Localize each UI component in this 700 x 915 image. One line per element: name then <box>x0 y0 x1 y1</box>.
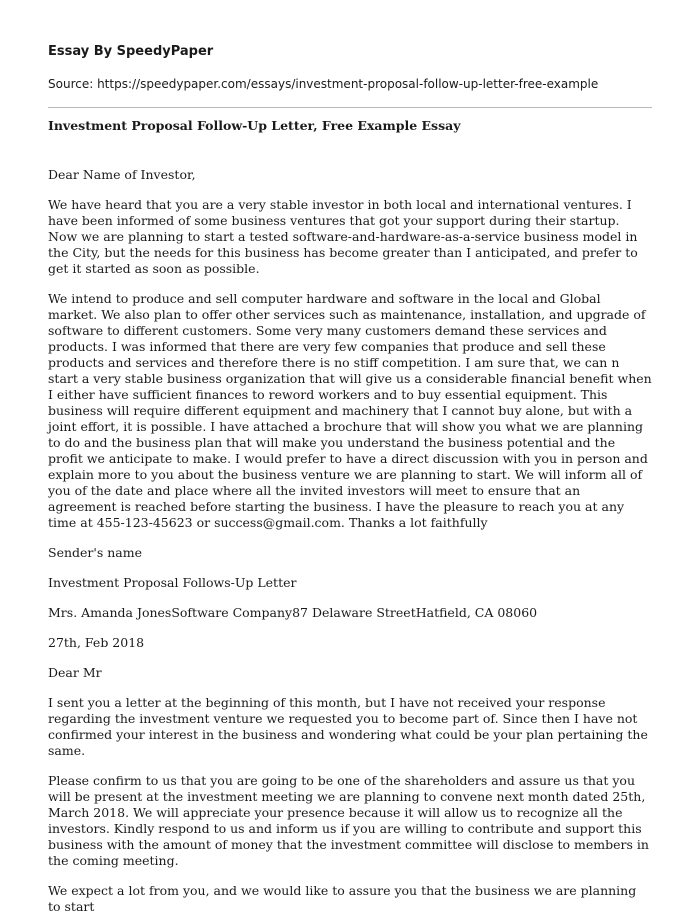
paragraph-follow-up: I sent you a letter at the beginning of this month, but I have not received your response regarding the investment venture we requested you to become part of. Since then I have not confirmed your interest in the business and wondering what could be your plan pertaining the same. <box>48 695 648 758</box>
paragraph-confirm: Please confirm to us that you are going to be one of the shareholders and assure us that you will be present at the investment meeting we are planning to convene next month dated 25th, March 2018. We will appreciate your presence because it will allow us to recognize all the investors. Kindly respond to us and inform us if you are willing to contribute and support this business with the amount of money that the investment committee will disclose to members in the coming meeting. <box>48 773 649 868</box>
essay-title: Investment Proposal Follow-Up Letter, Free Example Essay <box>48 118 461 133</box>
paragraph-expectation: We expect a lot from you, and we would like to assure you that the business we are planning to start <box>48 883 637 914</box>
letter-salutation: Dear Mr <box>48 665 102 680</box>
letter-heading: Investment Proposal Follows-Up Letter <box>48 575 297 590</box>
recipient-address: Mrs. Amanda JonesSoftware Company87 Delaware StreetHatfield, CA 08060 <box>48 605 538 620</box>
essay-by-label: Essay By SpeedyPaper <box>48 44 214 59</box>
sender-name: Sender's name <box>48 545 142 560</box>
paragraph-business-plan: We intend to produce and sell computer hardware and software in the local and Global market. We also plan to offer other services such as maintenance, installation, and upgrade of software to different customers. Some very many customers demand these services and products. I was informed that there are very few companies that produce and sell these products and services and therefore there is no stiff competition. I am sure that, we can n start a very stable business organization that will give us a considerable financial benefit when I either have sufficient finances to reword workers and to buy essential equipment. This business will require different equipment and machinery that I cannot buy alone, but with a joint effort, it is possible. I have attached a brochure that will show you what we are planning to do and the business plan that will make you understand the business potential and the profit we anticipate to make. I would prefer to have a direct discussion with you in person and explain more to you about the business venture we are planning to start. We will inform all of you of the date and place where all the invited investors will meet to ensure that an agreement is reached before starting the business. I have the pleasure to reach you at any time at 455-123-45623 or success@gmail.com. Thanks a lot faithfully <box>48 291 652 530</box>
letter-date: 27th, Feb 2018 <box>48 635 145 650</box>
salutation: Dear Name of Investor, <box>48 167 196 182</box>
paragraph-intro: We have heard that you are a very stable investor in both local and international ventures. I have been informed of some business ventures that got your support during their startup. Now we are planning to start a tested software-and-hardware-as-a-service business model in the City, but the needs for this business has become greater than I anticipated, and prefer to get it started as soon as possible. <box>48 197 638 276</box>
document-body <box>0 108 700 915</box>
source-line: Source: https://speedypaper.com/essays/investment-proposal-follow-up-letter-free-example <box>48 77 599 91</box>
document-header <box>0 0 700 91</box>
